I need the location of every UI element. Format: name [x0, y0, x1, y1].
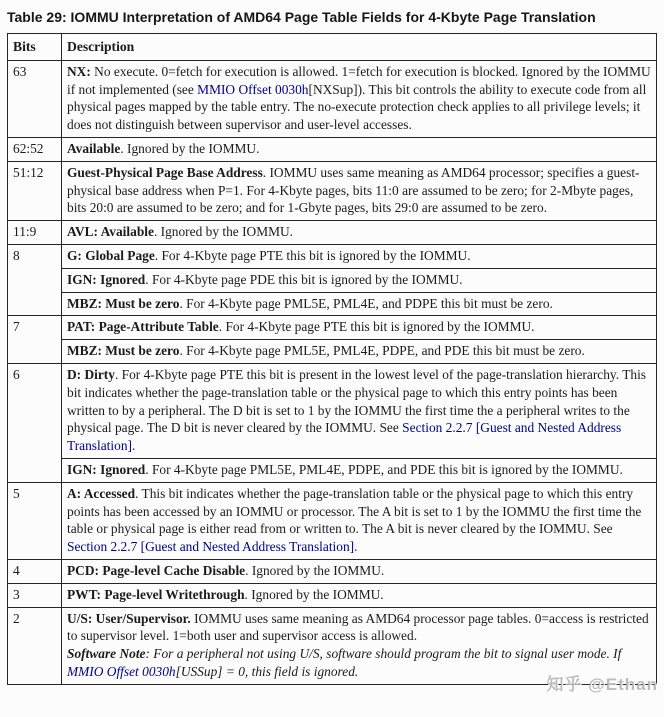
- text-segment: PWT: Page-level Writethrough: [67, 586, 245, 602]
- bits-cell: 11:9: [8, 221, 62, 245]
- text-segment: . For 4-Kbyte page PDE this bit is ignored by the IOMMU.: [145, 271, 463, 287]
- bits-cell: 8: [8, 244, 62, 315]
- table-header: [8, 34, 657, 61]
- description-cell: [62, 244, 657, 268]
- text-segment: . For 4-Kbyte page PTE this bit is ignored by the IOMMU.: [218, 319, 535, 335]
- text-segment: . For 4-Kbyte page PML5E, PML4E, PDPE, and PDE this bit is ignored by the IOMMU.: [145, 461, 623, 477]
- text-segment: MBZ: Must be zero: [67, 295, 180, 311]
- table-row: [8, 316, 657, 340]
- text-segment: . Ignored by the IOMMU.: [153, 224, 294, 240]
- table-row: [8, 340, 657, 364]
- text-segment: . Ignored by the IOMMU.: [244, 586, 384, 602]
- text-segment: PCD: Page-level Cache Disable: [67, 562, 246, 578]
- text-segment: . For 4-Kbyte page PML5E, PML4E, and PDPE this bit must be zero.: [179, 295, 553, 311]
- text-segment: . IOMMU uses same meaning as AMD64 processor; specifies a guest-physical base address when P=1. For 4-Kbyte pages, bits 11:0 are assumed to be zero; for 2-Mbyte pages, bits 20:0 are assumed to be zero; and for 1-Gbyte pages, bits 29:0 are assumed to be zero.: [67, 164, 640, 216]
- table-body: [8, 60, 657, 684]
- text-segment: . This bit indicates whether the page-translation table or the physical page to which this entry points has been accessed by an IOMMU or processor. The A bit is set to 1 by the IOMMU the first time the table or physical page is either read from or written to. The A bit is never cleared by the IOMMU. See: [67, 485, 642, 537]
- description-cell: [62, 60, 657, 137]
- table-title: [7, 8, 657, 26]
- table-row: [8, 363, 657, 458]
- text-segment: U/S: User/Supervisor.: [67, 610, 191, 626]
- table-title-text: Table 29: IOMMU Interpretation of AMD64 Page Table Fields for 4-Kbyte Page Translation: [7, 9, 596, 25]
- bit-fields-table: [7, 33, 657, 685]
- table-row: [8, 607, 657, 684]
- text-segment: NX:: [67, 63, 91, 79]
- text-segment: D: Dirty: [67, 366, 115, 382]
- description-cell: [62, 161, 657, 220]
- text-segment: . For 4-Kbyte page PTE this bit is ignored by the IOMMU.: [154, 247, 471, 263]
- text-segment: . Ignored by the IOMMU.: [120, 140, 260, 156]
- table-row: [8, 137, 657, 161]
- xref-link[interactable]: Section 2.2.7 [Guest and Nested Address Translation]: [67, 420, 622, 454]
- column-header-bits: Bits: [8, 34, 62, 61]
- description-cell: [62, 363, 657, 458]
- table-row: [8, 60, 657, 137]
- description-cell: [62, 268, 657, 292]
- text-segment: : For a peripheral not using U/S, software should program the bit to signal user mode. If: [145, 646, 622, 662]
- description-cell: [62, 340, 657, 364]
- text-segment: A: Accessed: [67, 485, 136, 501]
- text-segment: IGN: Ignored: [67, 461, 146, 477]
- text-segment: . For 4-Kbyte page PML5E, PML4E, PDPE, and PDE this bit must be zero.: [179, 343, 585, 359]
- header-row: [8, 34, 657, 61]
- text-segment: G: Global Page: [67, 247, 155, 263]
- text-segment: Guest-Physical Page Base Address: [67, 164, 263, 180]
- table-row: [8, 244, 657, 268]
- description-cell: [62, 316, 657, 340]
- text-segment: Software Note: [67, 646, 146, 662]
- watermark: 知乎 @Ethan: [546, 675, 658, 694]
- column-header-description: Description: [62, 34, 657, 61]
- bits-cell: 51:12: [8, 161, 62, 220]
- bits-cell: 3: [8, 583, 62, 607]
- table-row: [8, 559, 657, 583]
- text-segment: Available: [67, 140, 121, 156]
- description-cell: [62, 607, 657, 684]
- text-segment: IGN: Ignored: [67, 271, 146, 287]
- table-row: [8, 161, 657, 220]
- bits-cell: 7: [8, 316, 62, 364]
- table-row: [8, 583, 657, 607]
- text-segment: [NXSup]). This bit controls the ability to execute code from all physical pages mapped by the table entry. The no-execute protection check applies to all privilege levels; it does not distinguish between supervisor and user-level accesses.: [67, 81, 647, 133]
- table-row: [8, 292, 657, 316]
- description-cell: [62, 559, 657, 583]
- text-segment: PAT: Page-Attribute Table: [67, 319, 219, 335]
- description-cell: [62, 583, 657, 607]
- bits-cell: 2: [8, 607, 62, 684]
- text-segment: [USSup] = 0, this field is ignored.: [175, 663, 359, 679]
- bits-cell: 63: [8, 60, 62, 137]
- table-row: [8, 482, 657, 559]
- bits-cell: 6: [8, 363, 62, 482]
- xref-link[interactable]: MMIO Offset 0030h: [67, 663, 176, 679]
- bits-cell: 4: [8, 559, 62, 583]
- text-segment: . Ignored by the IOMMU.: [245, 562, 385, 578]
- description-cell: [62, 292, 657, 316]
- xref-link[interactable]: MMIO Offset 0030h: [197, 81, 309, 97]
- text-segment: No execute. 0=fetch for execution is allowed. 1=fetch for execution is blocked. Ignored by the IOMMU if not implemented (see: [67, 63, 651, 97]
- description-cell: [62, 137, 657, 161]
- table-row: [8, 221, 657, 245]
- text-segment: IOMMU uses same meaning as AMD64 processor page tables. 0=access is restricted to supervisor level. 1=both user and supervisor access is allowed.: [67, 610, 649, 644]
- table-row: [8, 458, 657, 482]
- description-cell: [62, 221, 657, 245]
- xref-link[interactable]: Section 2.2.7 [Guest and Nested Address Translation]: [67, 539, 355, 555]
- table-row: [8, 268, 657, 292]
- bits-cell: 5: [8, 482, 62, 559]
- text-segment: MBZ: Must be zero: [67, 343, 180, 359]
- text-segment: . For 4-Kbyte page PTE this bit is present in the lowest level of the page-translation hierarchy. This bit indicates whether the page-translation table or the physical page to which this entry points has been written to by a peripheral. The D bit is set to 1 by the IOMMU the first time the a peripheral writes to the physical page. The D bit is never cleared by the IOMMU. See: [67, 366, 647, 436]
- text-segment: AVL: Available: [67, 224, 154, 240]
- text-segment: .: [354, 539, 358, 555]
- description-cell: [62, 458, 657, 482]
- description-cell: [62, 482, 657, 559]
- bits-cell: 62:52: [8, 137, 62, 161]
- text-segment: .: [131, 438, 136, 454]
